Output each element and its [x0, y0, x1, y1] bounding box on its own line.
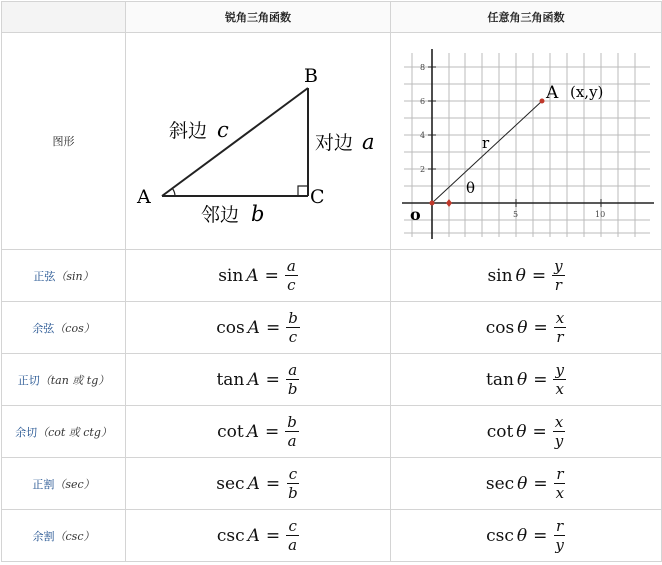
any-formula-cell	[391, 510, 662, 562]
vertex-c-label: C	[310, 186, 325, 208]
adjacent-var: b	[251, 202, 265, 226]
y-tick-6: 6	[420, 97, 426, 106]
acute-formula: cot A = $\frac{b}{a}$	[217, 413, 297, 450]
table-row	[2, 250, 662, 302]
coordinate-figure-cell	[391, 33, 662, 250]
x-tick-5: 5	[513, 210, 519, 219]
right-triangle-figure-cell	[126, 33, 391, 250]
any-formula: sin θ = $\frac{y}{r}$	[487, 257, 563, 294]
figure-row-label: 图形	[2, 33, 126, 250]
hypotenuse-label: 斜边	[169, 120, 208, 142]
right-triangle-diagram	[127, 33, 389, 245]
acute-formula: csc A = $\frac{c}{a}$	[216, 517, 298, 554]
y-tick-2: 2	[420, 165, 426, 174]
right-angle-marker	[298, 186, 308, 196]
any-formula: cot θ = $\frac{x}{y}$	[486, 413, 564, 450]
theta-label: θ	[466, 179, 476, 197]
row-label: 正切（tan 或 tg）	[2, 354, 126, 406]
trig-function-table	[1, 1, 662, 562]
row-label: 正弦（sin）	[2, 250, 126, 302]
any-formula: tan θ = $\frac{y}{x}$	[486, 361, 564, 398]
origin-label: o	[410, 205, 421, 224]
row-label: 余切（cot 或 ctg）	[2, 406, 126, 458]
table-row	[2, 510, 662, 562]
acute-formula-cell	[126, 250, 391, 302]
any-formula: cos θ = $\frac{x}{r}$	[485, 309, 565, 346]
acute-formula: sin A = $\frac{a}{c}$	[218, 257, 296, 294]
adjacent-label: 邻边	[201, 204, 240, 226]
any-formula: sec θ = $\frac{r}{x}$	[485, 465, 565, 502]
any-formula-cell	[391, 406, 662, 458]
any-formula: csc θ = $\frac{r}{y}$	[486, 517, 564, 554]
header-corner	[2, 2, 126, 33]
acute-formula: tan A = $\frac{a}{b}$	[216, 361, 298, 398]
row-label: 余割（csc）	[2, 510, 126, 562]
header-acute-angle: 锐角三角函数	[126, 2, 391, 33]
any-formula-cell	[391, 354, 662, 406]
row-label: 正割（sec）	[2, 458, 126, 510]
angle-a-arc	[173, 189, 176, 196]
acute-formula-cell	[126, 354, 391, 406]
acute-formula: cos A = $\frac{b}{c}$	[216, 309, 298, 346]
table-row	[2, 458, 662, 510]
table-row	[2, 406, 662, 458]
angle-marker	[446, 199, 452, 207]
radius-label: r	[482, 134, 490, 152]
header-any-angle: 任意角三角函数	[391, 2, 662, 33]
coordinate-plane-diagram	[392, 33, 660, 245]
y-tick-4: 4	[420, 131, 426, 140]
any-formula-cell	[391, 458, 662, 510]
point-a-marker	[540, 99, 545, 104]
opposite-var: a	[362, 130, 375, 154]
acute-formula-cell	[126, 510, 391, 562]
table-row	[2, 302, 662, 354]
point-a-coords: (x,y)	[570, 83, 604, 101]
acute-formula-cell	[126, 458, 391, 510]
any-formula-cell	[391, 250, 662, 302]
opposite-label: 对边	[315, 132, 354, 154]
point-a-label: A	[546, 83, 559, 103]
origin-marker	[430, 201, 435, 206]
vertex-a-label: A	[137, 186, 151, 208]
grid-lines	[404, 53, 650, 237]
vertex-b-label: B	[304, 65, 318, 87]
any-formula-cell	[391, 302, 662, 354]
acute-formula-cell	[126, 302, 391, 354]
table-row	[2, 354, 662, 406]
row-label: 余弦（cos）	[2, 302, 126, 354]
x-tick-10: 10	[595, 210, 606, 219]
y-tick-8: 8	[420, 63, 426, 72]
acute-formula-cell	[126, 406, 391, 458]
hypotenuse-var: c	[217, 118, 229, 142]
acute-formula: sec A = $\frac{c}{b}$	[216, 465, 298, 502]
